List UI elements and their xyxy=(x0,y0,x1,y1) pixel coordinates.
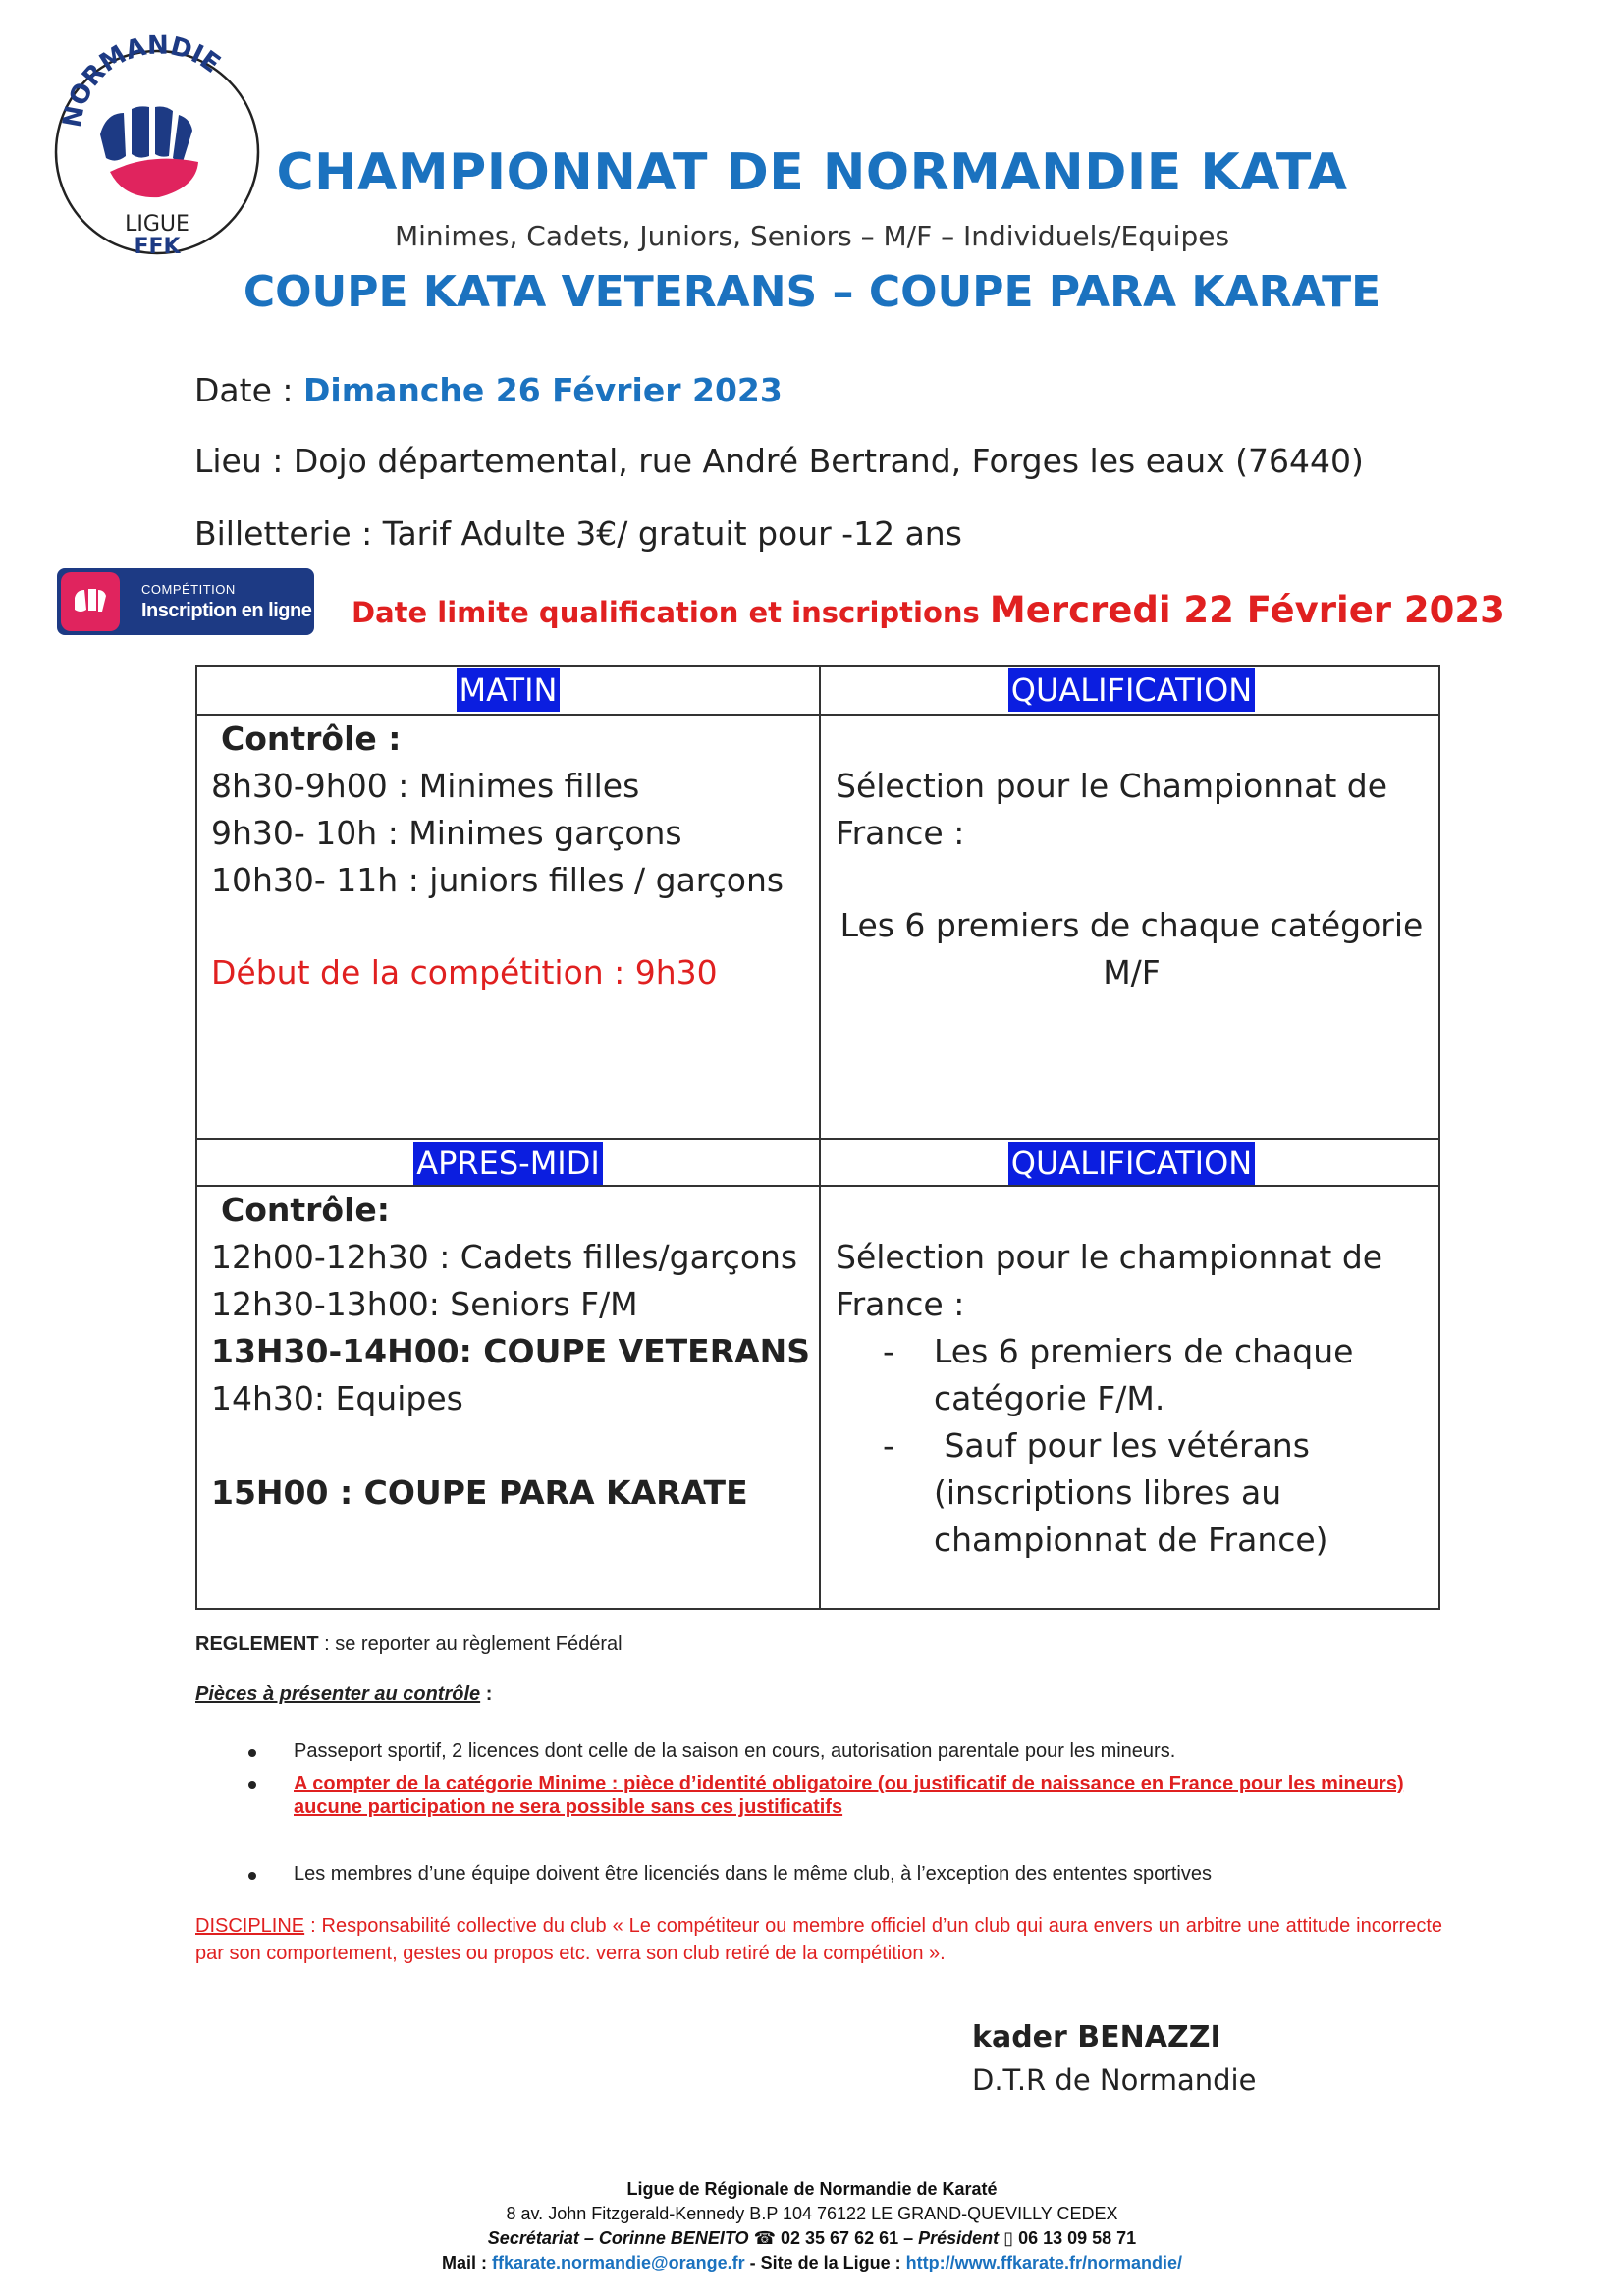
discipline-text: : Responsabilité collective du club « Le compétiteur ou membre officiel d’un club qui aura envers un arbitre une attitude incorrecte par son comportement, gestes ou propos etc. verra son club retiré de la compétition ». xyxy=(195,1915,1442,1964)
afternoon-header: APRES-MIDI xyxy=(197,1140,819,1187)
competition-start: Début de la compétition : 9h30 xyxy=(211,953,718,991)
list-dash: - xyxy=(883,1332,894,1370)
deadline-label: Date limite qualification et inscriptions xyxy=(352,596,990,629)
afternoon-slot-para: 15H00 : COUPE PARA KARATE xyxy=(211,1473,748,1512)
signature-name: kader BENAZZI xyxy=(972,2020,1221,2055)
pieces-heading-line xyxy=(195,1683,492,1706)
requirement-item-mandatory: A compter de la catégorie Minime : pièce d’identité obligatoire (ou justificatif de naissance en France pour les mineurs) aucune participation ne sera possible sans ces justificatifs xyxy=(294,1773,1404,1818)
afternoon-qual-line: France : xyxy=(836,1285,965,1323)
schedule-table xyxy=(195,665,1440,1610)
bullet-dot xyxy=(248,1872,256,1880)
deadline-value: Mercredi 22 Février 2023 xyxy=(989,589,1505,631)
signature-role: D.T.R de Normandie xyxy=(972,2063,1257,2097)
morning-header: MATIN xyxy=(197,667,819,714)
morning-qual-line: M/F xyxy=(1103,953,1161,991)
footer-secretariat: Secrétariat – Corinne BENEITO xyxy=(487,2228,749,2248)
list-dash: - xyxy=(883,1426,894,1465)
afternoon-qual-item: catégorie F/M. xyxy=(934,1379,1165,1417)
footer-org: Ligue de Régionale de Normandie de Karaté xyxy=(626,2179,998,2199)
afternoon-qual-item: (inscriptions libres au xyxy=(934,1473,1282,1512)
page-title: CHAMPIONNAT DE NORMANDIE KATA xyxy=(276,143,1348,202)
footer-site-label: - Site de la Ligue : xyxy=(744,2253,906,2272)
requirement-item: Passeport sportif, 2 licences dont celle de la saison en cours, autorisation parentale pour les mineurs. xyxy=(294,1740,1176,1762)
afternoon-slot-veterans: 13H30-14H00: COUPE VETERANS xyxy=(211,1332,811,1370)
pieces-colon: : xyxy=(480,1683,493,1705)
registration-deadline xyxy=(352,589,1505,631)
logo-ffk-text: FFK xyxy=(134,235,181,255)
footer-address: 8 av. John Fitzgerald-Kennedy B.P 104 76122 LE GRAND-QUEVILLY CEDEX xyxy=(506,2204,1118,2223)
fist-icon xyxy=(61,572,120,631)
pieces-heading: Pièces à présenter au contrôle xyxy=(195,1683,481,1705)
afternoon-slot: 12h30-13h00: Seniors F/M xyxy=(211,1285,638,1323)
footer-mail-link[interactable]: ffkarate.normandie@orange.fr xyxy=(492,2253,745,2272)
badge-big-text: Inscription en ligne xyxy=(141,600,312,621)
reglement-label: REGLEMENT xyxy=(195,1633,319,1655)
logo-ligue-text: LIGUE xyxy=(125,212,189,237)
requirement-item: Les membres d’une équipe doivent être licenciés dans le même club, à l’exception des ententes sportives xyxy=(294,1863,1212,1885)
morning-qual-line: Les 6 premiers de chaque catégorie xyxy=(839,906,1424,944)
afternoon-qualification-header: QUALIFICATION xyxy=(821,1140,1442,1187)
bullet-dot xyxy=(248,1749,256,1757)
reglement-text: : se reporter au règlement Fédéral xyxy=(318,1633,623,1655)
footer-mail-label: Mail : xyxy=(441,2253,492,2272)
badge-small-text: COMPÉTITION xyxy=(141,582,236,597)
afternoon-slot: 14h30: Equipes xyxy=(211,1379,463,1417)
logo-karate-mark xyxy=(100,106,198,197)
morning-controle: Contrôle : xyxy=(221,720,402,758)
date-label: Date : xyxy=(194,371,303,409)
bullet-dot xyxy=(248,1781,256,1789)
morning-slot: 8h30-9h00 : Minimes filles xyxy=(211,767,640,805)
discipline-notice xyxy=(195,1912,1442,1967)
venue-line: Lieu : Dojo départemental, rue André Bertrand, Forges les eaux (76440) xyxy=(194,442,1364,480)
afternoon-slot: 12h00-12h30 : Cadets filles/garçons xyxy=(211,1238,798,1276)
morning-qual-line: Sélection pour le Championnat de xyxy=(836,767,1387,805)
ticketing-line: Billetterie : Tarif Adulte 3€/ gratuit pour -12 ans xyxy=(194,514,962,553)
afternoon-qual-line: Sélection pour le championnat de xyxy=(836,1238,1383,1276)
mobile-phone-icon: ▯ xyxy=(1003,2228,1019,2248)
afternoon-qual-item: Les 6 premiers de chaque xyxy=(934,1332,1354,1370)
date-line xyxy=(194,371,783,409)
afternoon-controle: Contrôle: xyxy=(221,1191,390,1229)
morning-qualification-header: QUALIFICATION xyxy=(821,667,1442,714)
reglement-line xyxy=(195,1633,623,1656)
footer xyxy=(0,2177,1624,2275)
footer-phone1: 02 35 67 62 61 – xyxy=(781,2228,919,2248)
discipline-label: DISCIPLINE xyxy=(195,1915,305,1937)
footer-president: Président xyxy=(918,2228,1000,2248)
page-subtitle-cups: COUPE KATA VETERANS – COUPE PARA KARATE xyxy=(243,267,1381,317)
online-registration-badge[interactable] xyxy=(57,568,314,635)
page-subtitle: Minimes, Cadets, Juniors, Seniors – M/F – Individuels/Equipes xyxy=(394,220,1230,252)
logo-top-text: NORMANDIE xyxy=(57,30,226,131)
footer-phone2: 06 13 09 58 71 xyxy=(1018,2228,1137,2248)
morning-qual-line: France : xyxy=(836,814,965,852)
afternoon-qual-item: Sauf pour les vétérans xyxy=(934,1426,1310,1465)
afternoon-qual-item: championnat de France) xyxy=(934,1521,1328,1559)
phone-icon: ☎ xyxy=(753,2228,781,2248)
footer-site-link[interactable]: http://www.ffkarate.fr/normandie/ xyxy=(905,2253,1182,2272)
morning-slot: 10h30- 11h : juniors filles / garçons xyxy=(211,861,785,899)
date-value: Dimanche 26 Février 2023 xyxy=(302,371,783,409)
morning-slot: 9h30- 10h : Minimes garçons xyxy=(211,814,682,852)
